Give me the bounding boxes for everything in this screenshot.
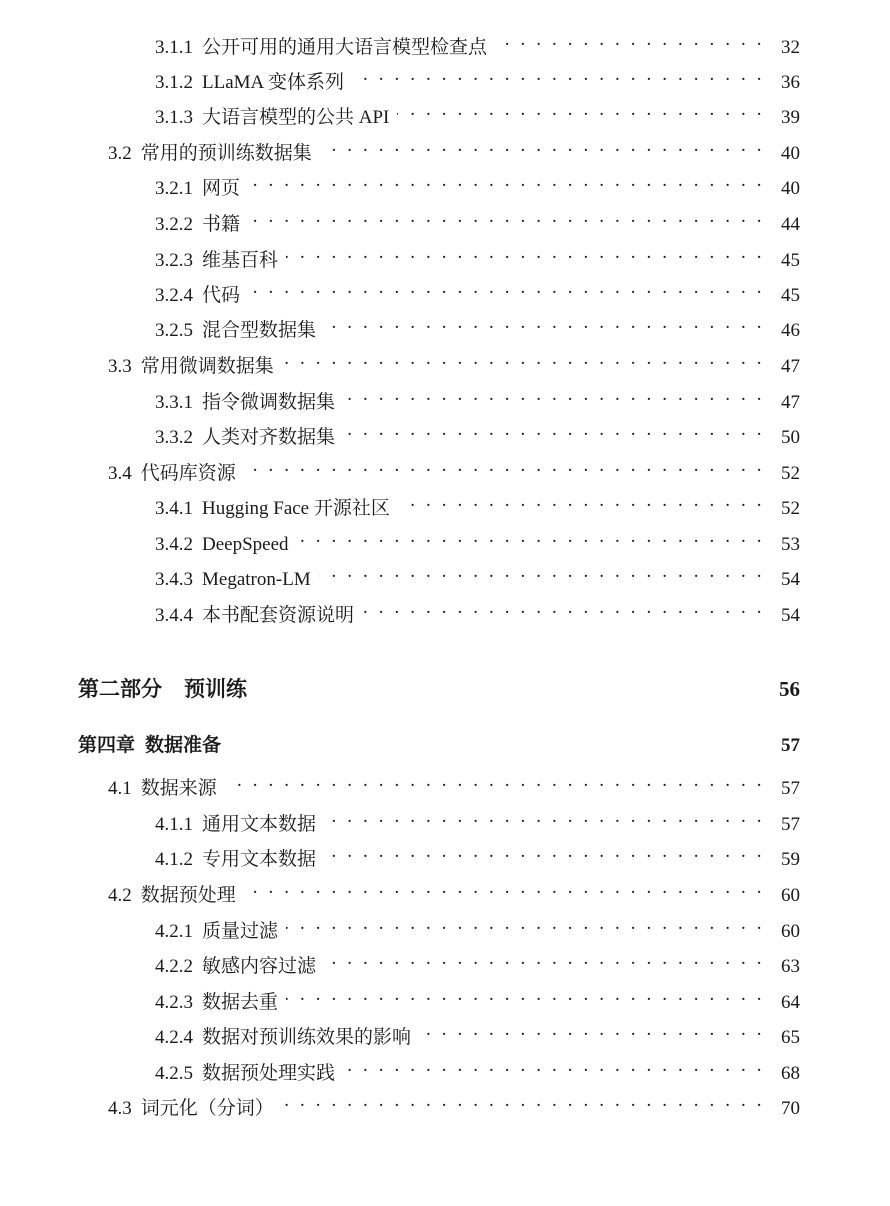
dot-leader [398, 488, 766, 514]
toc-entry-number: 3.3 [108, 356, 132, 377]
toc-entry-number: 3.1.1 [155, 37, 193, 58]
toc-entry-number: 3.2.2 [155, 214, 193, 235]
dot-leader [320, 133, 766, 159]
toc-entry-number: 3.4.4 [155, 605, 193, 626]
part-page: 56 [779, 677, 800, 701]
toc-entry-page: 52 [781, 463, 800, 484]
toc-entry[interactable] [0, 982, 890, 1013]
toc-entry-title: 本书配套资源说明 [202, 605, 355, 626]
toc-entry-title: 书籍 [202, 214, 241, 235]
toc-entry-title: 数据对预训练效果的影响 [202, 1027, 412, 1048]
dot-leader [248, 168, 766, 194]
chapter-title: 数据准备 [145, 735, 222, 756]
dot-leader [495, 27, 766, 53]
dot-leader [324, 310, 766, 336]
toc-entry-title: 代码 [202, 285, 241, 306]
toc-entry-number: 3.2.4 [155, 285, 193, 306]
dot-leader [286, 982, 766, 1008]
toc-entry-page: 57 [781, 814, 800, 835]
dot-leader [319, 559, 766, 585]
toc-entry[interactable] [0, 1017, 890, 1048]
toc-entry-number: 3.4 [108, 463, 132, 484]
dot-leader [244, 453, 766, 479]
toc-entry-number: 4.3 [108, 1098, 132, 1119]
toc-entry[interactable] [0, 595, 890, 626]
toc-entry-title: 混合型数据集 [202, 320, 317, 341]
dot-leader [282, 346, 766, 372]
toc-entry-number: 4.2 [108, 885, 132, 906]
toc-entry[interactable] [0, 382, 890, 413]
toc-entry-number: 3.3.2 [155, 427, 193, 448]
toc-entry[interactable] [0, 804, 890, 835]
toc-entry[interactable] [0, 417, 890, 448]
toc-entry-title: 大语言模型的公共 API [202, 107, 390, 128]
toc-entry-title: 公开可用的通用大语言模型检查点 [202, 37, 488, 58]
toc-section[interactable] [0, 875, 890, 906]
toc-entry-title: Hugging Face 开源社区 [202, 498, 390, 519]
toc-entry-page: 63 [781, 956, 800, 977]
dot-leader [362, 595, 766, 621]
toc-entry[interactable] [0, 62, 890, 93]
toc-entry-page: 54 [781, 605, 800, 626]
toc-entry-page: 36 [781, 72, 800, 93]
chapter-label: 第四章 [78, 735, 136, 756]
toc-entry-title: 通用文本数据 [202, 814, 317, 835]
toc-entry-title: 代码库资源 [140, 463, 236, 484]
toc-entry[interactable] [0, 310, 890, 341]
dot-leader [244, 875, 766, 901]
toc-entry-number: 4.2.3 [155, 992, 193, 1013]
toc-entry-title: 质量过滤 [202, 921, 279, 942]
toc-entry[interactable] [0, 559, 890, 590]
dot-leader [419, 1017, 766, 1043]
toc-entry-title: 常用的预训练数据集 [140, 143, 312, 164]
toc-section[interactable] [0, 133, 890, 164]
dot-leader [286, 911, 766, 937]
toc-entry-number: 3.4.3 [155, 569, 193, 590]
toc-entry[interactable] [0, 27, 890, 58]
toc-entry-number: 4.2.5 [155, 1063, 193, 1084]
part-title: 预训练 [184, 677, 247, 701]
toc-entry-number: 3.3.1 [155, 392, 193, 413]
toc-entry[interactable] [0, 168, 890, 199]
toc-entry-number: 3.4.2 [155, 534, 193, 555]
part-label: 第二部分 [78, 677, 162, 701]
toc-chapter-heading[interactable] [78, 733, 800, 759]
toc-entry-title: 敏感内容过滤 [202, 956, 317, 977]
toc-entry-page: 60 [781, 921, 800, 942]
toc-entry[interactable] [0, 524, 890, 555]
dot-leader [343, 417, 766, 443]
toc-entry-number: 3.1.3 [155, 107, 193, 128]
toc-entry[interactable] [0, 839, 890, 870]
toc-entry-page: 40 [781, 143, 800, 164]
toc-entry-title: 网页 [202, 178, 241, 199]
toc-entry-page: 47 [781, 356, 800, 377]
toc-entry-title: 人类对齐数据集 [202, 427, 336, 448]
toc-entry[interactable] [0, 275, 890, 306]
toc-entry-page: 45 [781, 250, 800, 271]
toc-entry-title: DeepSpeed [202, 534, 289, 555]
toc-entry[interactable] [0, 240, 890, 271]
toc-entry-page: 54 [781, 569, 800, 590]
toc-entry-number: 4.1.1 [155, 814, 193, 835]
dot-leader [397, 97, 766, 123]
toc-entry-number: 4.1.2 [155, 849, 193, 870]
toc-entry-title: 数据去重 [202, 992, 279, 1013]
toc-section[interactable] [0, 346, 890, 377]
toc-entry-number: 4.2.4 [155, 1027, 193, 1048]
toc-entry-page: 44 [781, 214, 800, 235]
toc-section[interactable] [0, 768, 890, 799]
toc-entry-title: Megatron-LM [202, 569, 311, 590]
toc-entry-number: 3.2.1 [155, 178, 193, 199]
toc-entry-number: 3.2.3 [155, 250, 193, 271]
toc-entry-page: 68 [781, 1063, 800, 1084]
toc-entry-title: 常用微调数据集 [140, 356, 274, 377]
toc-entry-number: 3.1.2 [155, 72, 193, 93]
toc-entry-page: 64 [781, 992, 800, 1013]
toc-entry-number: 3.2 [108, 143, 132, 164]
toc-section[interactable] [0, 453, 890, 484]
toc-entry-title: LLaMA 变体系列 [202, 72, 344, 93]
dot-leader [352, 62, 766, 88]
toc-entry-title: 指令微调数据集 [202, 392, 336, 413]
toc-entry-page: 46 [781, 320, 800, 341]
toc-entry-title: 专用文本数据 [202, 849, 317, 870]
toc-entry-number: 4.1 [108, 778, 132, 799]
toc-entry-title: 维基百科 [202, 250, 279, 271]
dot-leader [248, 204, 766, 230]
dot-leader [225, 768, 766, 794]
toc-entry-page: 53 [781, 534, 800, 555]
toc-entry-page: 39 [781, 107, 800, 128]
dot-leader [343, 1053, 766, 1079]
toc-entry[interactable] [0, 97, 890, 128]
toc-entry-page: 40 [781, 178, 800, 199]
toc-entry-title: 词元化（分词） [140, 1098, 274, 1119]
toc-entry-page: 32 [781, 37, 800, 58]
dot-leader [324, 804, 766, 830]
toc-entry[interactable] [0, 488, 890, 519]
toc-entry-number: 3.2.5 [155, 320, 193, 341]
toc-entry[interactable] [0, 204, 890, 235]
toc-entry-number: 4.2.2 [155, 956, 193, 977]
toc-section[interactable] [0, 1088, 890, 1119]
dot-leader [324, 946, 766, 972]
dot-leader [343, 382, 766, 408]
toc-entry-page: 57 [781, 778, 800, 799]
toc-entry-number: 4.2.1 [155, 921, 193, 942]
toc-entry-page: 45 [781, 285, 800, 306]
chapter-page: 57 [781, 735, 800, 756]
toc-entry-page: 65 [781, 1027, 800, 1048]
toc-entry[interactable] [0, 1053, 890, 1084]
toc-entry[interactable] [0, 946, 890, 977]
toc-entry-title: 数据预处理 [140, 885, 236, 906]
dot-leader [248, 275, 766, 301]
toc-entry[interactable] [0, 911, 890, 942]
dot-leader [286, 240, 766, 266]
toc-entry-page: 59 [781, 849, 800, 870]
toc-entry-page: 52 [781, 498, 800, 519]
toc-entry-title: 数据预处理实践 [202, 1063, 336, 1084]
dot-leader [282, 1088, 766, 1114]
dot-leader [297, 524, 766, 550]
toc-entry-page: 60 [781, 885, 800, 906]
toc-entry-number: 3.4.1 [155, 498, 193, 519]
toc-part-heading[interactable] [78, 675, 800, 703]
toc-entry-page: 70 [781, 1098, 800, 1119]
toc-entry-page: 47 [781, 392, 800, 413]
dot-leader [324, 839, 766, 865]
toc-entry-title: 数据来源 [140, 778, 217, 799]
toc-entry-page: 50 [781, 427, 800, 448]
